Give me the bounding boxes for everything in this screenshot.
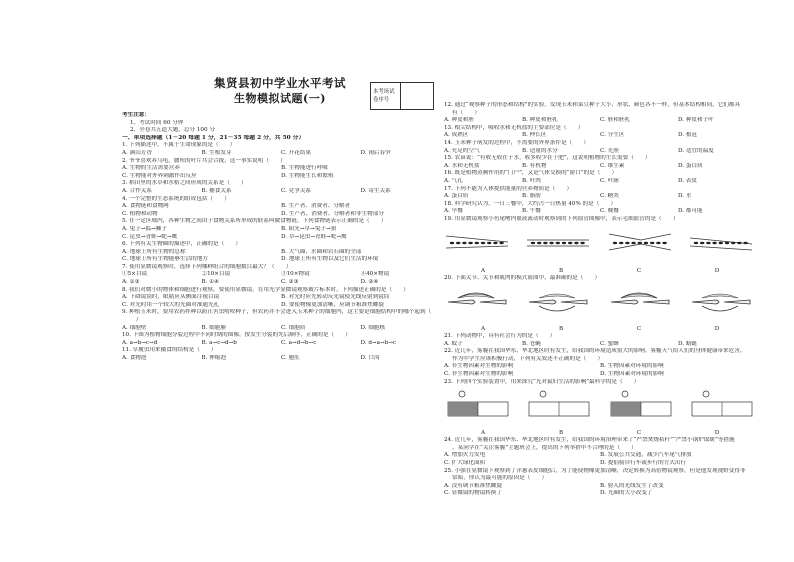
option: D. 生物能生长和繁殖 bbox=[281, 172, 334, 179]
figure-row bbox=[444, 388, 756, 428]
question-item bbox=[444, 140, 756, 155]
title-block bbox=[180, 76, 380, 106]
option: B. a→c→d→b bbox=[201, 339, 237, 346]
option-row bbox=[122, 203, 440, 211]
blood-cell-mark bbox=[700, 241, 704, 243]
question-item bbox=[122, 287, 440, 310]
option: D. 生物因素对环境的影响 bbox=[600, 371, 664, 378]
option: B. 生根发芽 bbox=[201, 149, 232, 156]
figure-panel bbox=[688, 388, 756, 422]
question-item bbox=[122, 158, 440, 181]
option: ④40×物镜 bbox=[360, 271, 390, 278]
option: B. 生物能进行呼吸 bbox=[281, 165, 328, 172]
option: D. 蛋白质 bbox=[678, 162, 703, 169]
option: A. 非生物因素对生物的影响 bbox=[444, 363, 514, 370]
figure-row bbox=[444, 284, 756, 324]
option: A. 合作关系 bbox=[122, 187, 152, 194]
figure-label: B bbox=[558, 267, 564, 274]
option: C. 蜜蜂 bbox=[600, 340, 619, 347]
question-item bbox=[122, 142, 440, 157]
question-item bbox=[122, 196, 440, 219]
blood-cell-mark bbox=[499, 241, 503, 243]
option: D. 种皮和子叶 bbox=[678, 117, 714, 124]
blood-cell-mark bbox=[612, 241, 616, 243]
option: A. 下降镜筒时，眼睛应从侧面注视目镜 bbox=[122, 294, 220, 301]
figure-panel bbox=[607, 284, 675, 318]
option: B. 苍蝇 bbox=[522, 340, 541, 347]
option: A. 蛋白质 bbox=[444, 193, 469, 200]
blood-cell-mark bbox=[462, 241, 466, 243]
blood-cell-mark bbox=[475, 241, 479, 243]
blood-cell-mark bbox=[575, 241, 579, 243]
blood-cell-mark bbox=[643, 241, 647, 243]
sun-icon bbox=[459, 391, 465, 397]
question-item bbox=[444, 348, 756, 378]
blood-cell-mark bbox=[725, 241, 729, 243]
option: B. 种皮和胚乳 bbox=[522, 117, 558, 124]
question-stem: 24. 近几年，雾霾在我国华东、华北地区时有发生，给我国的环境治理带来了“严禁焚烧秸秆”“严禁小锅炉取暖”等措施 bbox=[444, 437, 735, 444]
blood-cell-mark bbox=[743, 241, 747, 243]
option: A. 成熟区 bbox=[444, 132, 469, 139]
question-stem: 8. 我们对微小的物体和细胞进行观察，要使用显微镜。在用光学显微镜观察玻片标本时，下列描述正确的是（ ） bbox=[122, 286, 409, 293]
figure-labels bbox=[444, 268, 756, 275]
option: B. 细胞膜 bbox=[201, 324, 226, 331]
option-row bbox=[122, 165, 440, 173]
option-row bbox=[122, 211, 440, 219]
question-list-left bbox=[122, 142, 440, 362]
question-stem: 12. 通过“观察种子的形态和结构”的实验，发现玉米和菜豆种子大小、形状、颜色各不一样，但基本结构相同，它们都具 bbox=[444, 102, 741, 108]
option: D. 适宜的温度 bbox=[678, 147, 714, 154]
option: A. 气孔 bbox=[444, 177, 463, 184]
option-row bbox=[444, 452, 756, 460]
figure-label: C bbox=[636, 430, 642, 437]
blood-cell-mark bbox=[481, 241, 485, 243]
option-row bbox=[444, 483, 756, 491]
question-item bbox=[122, 347, 440, 362]
option-row bbox=[444, 341, 756, 349]
option: C. 胚和胚乳 bbox=[600, 117, 631, 124]
option: B. 阳光→草→兔子→狼 bbox=[281, 225, 337, 232]
question-stem: 18. 科学研究认为，一日三餐中，大约占一日热量 40% 的是（ ） bbox=[444, 200, 617, 207]
blood-cell-mark bbox=[562, 241, 566, 243]
option: C. 晚餐 bbox=[600, 208, 619, 215]
figure-row bbox=[444, 226, 756, 266]
option: A. 食物泡 bbox=[122, 355, 147, 361]
option-row bbox=[122, 188, 440, 196]
option: C. 开花结果 bbox=[281, 149, 312, 156]
question-item bbox=[444, 155, 756, 170]
figure-label: C bbox=[636, 326, 642, 333]
notice-item: 1、考试时间 60 分钟 bbox=[130, 119, 184, 126]
option-row bbox=[122, 325, 440, 333]
option: A. 地球上所有生物的总称 bbox=[122, 248, 186, 255]
section-heading: 一、单项选择题（1－20 每题 1 分，21－35 每题 2 分，共 50 分） bbox=[122, 134, 305, 141]
figure-label: A bbox=[480, 326, 486, 333]
option: D. 蜻蜓 bbox=[678, 340, 698, 347]
option: B. 生产者、消费者、分解者 bbox=[281, 203, 351, 210]
option: C. 植物和动物 bbox=[122, 210, 158, 217]
question-item bbox=[444, 379, 756, 438]
option-row bbox=[122, 279, 440, 287]
option-row bbox=[444, 148, 756, 156]
option: D. 水 bbox=[678, 193, 692, 200]
option: A. 水和无机盐 bbox=[444, 162, 480, 169]
figure-label: B bbox=[558, 430, 564, 437]
question-item bbox=[122, 279, 440, 287]
figure-panel bbox=[444, 284, 512, 318]
option: D. 雨后春笋 bbox=[360, 149, 391, 156]
option: D. 根冠 bbox=[678, 132, 698, 139]
option: B. ①④ bbox=[201, 279, 220, 286]
option-row bbox=[444, 193, 756, 201]
question-stem: 13. 根尖结构中，吸收水和无机盐的主要部位是（ ） bbox=[444, 124, 584, 131]
exam-title: 集贤县初中学业水平考试 bbox=[214, 76, 346, 90]
option: C. 昆虫→青蛙→蛇→鹰 bbox=[122, 233, 178, 240]
blood-cell-mark bbox=[456, 241, 460, 243]
option: B. 大气圈、水圈和岩石圈的全部 bbox=[281, 248, 362, 255]
question-stem: 21. 下列动物中，具有社会行为的是（ ） bbox=[444, 333, 556, 340]
option: D. 草→昆虫→青蛙→蛇→鹰 bbox=[281, 233, 347, 240]
question-stem: ） bbox=[130, 317, 142, 324]
blood-cell-mark bbox=[468, 241, 472, 243]
question-item bbox=[122, 332, 440, 347]
option: A. 蚊子 bbox=[444, 340, 463, 347]
option: D. 口沟 bbox=[360, 355, 380, 361]
figure-panel bbox=[525, 226, 593, 260]
question-item bbox=[444, 216, 756, 275]
option: A. 食物链和食物网 bbox=[122, 203, 169, 210]
option-row bbox=[122, 355, 440, 363]
question-stem: 常暗，你认为最可能的原因是（ ） bbox=[452, 475, 548, 482]
option: B. 生物因素对环境的影响 bbox=[600, 363, 664, 370]
option-row bbox=[444, 490, 756, 498]
sun-icon bbox=[622, 391, 628, 397]
figure-panel bbox=[607, 388, 675, 422]
figure-label: A bbox=[480, 267, 486, 274]
option: A. 没有调节粗准焦螺旋 bbox=[444, 482, 502, 489]
option-row bbox=[444, 163, 756, 171]
sun-icon bbox=[540, 391, 546, 397]
option-row bbox=[122, 150, 440, 158]
option-row bbox=[444, 363, 756, 371]
option: B. 叶肉 bbox=[522, 177, 541, 184]
option: D. 表皮 bbox=[678, 177, 698, 184]
option: C. ②③ bbox=[281, 279, 299, 286]
left-column bbox=[122, 112, 440, 363]
option: B. 对光时应先转动反光镜使光线反射到镜筒 bbox=[281, 294, 390, 301]
figure-label: C bbox=[636, 267, 642, 274]
figure-panel bbox=[444, 388, 512, 422]
blood-cell-mark bbox=[581, 241, 585, 243]
option: A. a→b→c→d bbox=[122, 339, 158, 346]
question-stem: 5. 在一定区域内，各种生物之间由于食物关系所形成的联系叫做食物链。下列食物链表示正确的是（ ） bbox=[122, 218, 387, 225]
option: A. 细胞壁 bbox=[122, 324, 147, 331]
option-row bbox=[444, 117, 756, 125]
blood-cell-mark bbox=[731, 241, 735, 243]
option-row bbox=[444, 132, 756, 140]
option: B. 发展公共交通，减少汽车尾气排放 bbox=[600, 452, 692, 459]
figure-panel bbox=[525, 388, 593, 422]
option: C. 竞争关系 bbox=[281, 187, 312, 194]
option-row bbox=[444, 371, 756, 379]
option: ③10×物镜 bbox=[281, 271, 310, 278]
option: D. ②④ bbox=[360, 279, 379, 286]
question-stem: 23. 下列四个实验装置中，用来探究“光对鼠妇生活的影响”最科学的是（ ） bbox=[444, 378, 640, 385]
question-stem: 16. 既是植物蒸腾作用的“门户”，又是气体交换的“窗口”的是（ ） bbox=[444, 170, 618, 177]
question-stem: 11. 草履虫用来摄食的结构是（ ） bbox=[122, 347, 217, 354]
question-item bbox=[122, 309, 440, 332]
question-stem: 25. 小强在显微镜下观察到了洋葱表皮细胞后，为了能使物像更加清晰，决定转换为高倍物镜观察，但是他发现视野变得非 bbox=[444, 467, 746, 474]
option-row bbox=[444, 208, 756, 216]
option-row bbox=[444, 178, 756, 186]
option: B. 伸长区 bbox=[522, 132, 547, 139]
blood-cell-mark bbox=[619, 241, 623, 243]
figure-panel bbox=[444, 226, 512, 260]
option: C. 显微镜的物镜转换了 bbox=[444, 490, 502, 497]
option: A. 生物的生活需要营养 bbox=[122, 165, 180, 172]
question-stem: 19. 用显微镜观察小鱼尾鳍内血液流动时观察到的下列血管图像中，表示毛细血管的是（ ） bbox=[444, 215, 679, 222]
question-stem: 15. 农谚说：“有收无收在于水，收多收少在于肥”，这说明植物的生长需要（ ） bbox=[444, 155, 651, 162]
option: ①5×目镜 bbox=[122, 271, 148, 278]
option-row bbox=[122, 340, 440, 348]
blood-cell-mark bbox=[631, 241, 635, 243]
option: C. 维生素 bbox=[600, 162, 625, 169]
figure-panel bbox=[607, 226, 675, 260]
option-row bbox=[122, 302, 440, 310]
option: D. 细胞核 bbox=[360, 324, 386, 331]
option: A. 充足的空气 bbox=[444, 147, 480, 154]
blood-cell-mark bbox=[712, 241, 716, 243]
option: C. 非生物因素对生物的影响 bbox=[444, 371, 514, 378]
question-stem: 9. 种植玉米时，要用农药拌种以防止害虫啃咬种子，但农药并不会进入玉米种子的细胞内，这主要是细胞结构中的哪个起到（ bbox=[122, 309, 437, 316]
question-item bbox=[122, 218, 440, 241]
option: C. 胞肛 bbox=[281, 355, 300, 361]
question-stem: 1. 下列描述中，不属于生命现象的是（ ） bbox=[122, 142, 236, 149]
sun-icon bbox=[703, 391, 709, 397]
option-row bbox=[122, 226, 440, 234]
option-row bbox=[122, 249, 440, 257]
question-stem: 。某同学在“关注雾霾”主题班会上，提出的下列举措中不合理的是（ ） bbox=[452, 444, 637, 451]
blood-cell-mark bbox=[694, 241, 698, 243]
option: D. 光圈的大小改变了 bbox=[600, 490, 653, 497]
option: D. 地球上所有生物以及它们生活的环境 bbox=[281, 256, 379, 263]
question-item bbox=[444, 437, 756, 467]
option: C. 叶脉 bbox=[600, 177, 619, 184]
blood-cell-mark bbox=[719, 241, 723, 243]
question-item bbox=[444, 102, 756, 125]
question-item bbox=[444, 333, 756, 348]
blood-cell-mark bbox=[568, 241, 572, 243]
option: B. 捕食关系 bbox=[201, 187, 232, 194]
question-stem: 7. 使用显微镜观察时，选择下列哪种组合的细胞数目最大？（ ） bbox=[122, 263, 292, 270]
option: B. 适量的水分 bbox=[522, 147, 558, 154]
blood-cell-mark bbox=[656, 241, 660, 243]
option: C. 扩大绿化面积 bbox=[444, 460, 486, 467]
question-stem: 10. 下图为植物细胞分裂过程中不同时期的图像，按发生分裂的先后顺序，正确的是（ ） bbox=[122, 332, 351, 339]
figure-label: A bbox=[480, 430, 486, 437]
question-item bbox=[444, 186, 756, 201]
option: A. 增加火力发电 bbox=[444, 452, 486, 459]
question-stem: 22. 近几年，雾霾在我国华东、华北地区时有发生，给我国的环境造成很大的影响。雾霾天气给人们的身体健康带来危害， bbox=[444, 348, 746, 355]
option: D. 寄生关系 bbox=[360, 187, 391, 194]
blood-cell-mark bbox=[450, 241, 454, 243]
figure-panel bbox=[688, 226, 756, 260]
option-row bbox=[122, 234, 440, 242]
option-row bbox=[122, 173, 440, 181]
option: D. d→a→b→c bbox=[360, 339, 397, 346]
notice-heading: 考生注意： bbox=[122, 112, 150, 118]
blood-cell-mark bbox=[537, 241, 541, 243]
blood-cell-mark bbox=[650, 241, 654, 243]
question-stem: 2. 爷爷喜欢养乌龟，腰所的叶片共会合拢，这一事实说明（ ） bbox=[122, 157, 286, 164]
option: C. 地球上所有生物能够生活的地方 bbox=[122, 256, 208, 263]
figure-panel bbox=[525, 284, 593, 318]
notice-item: 2、全卷共五道大题，总分 100 分 bbox=[130, 127, 215, 134]
question-stem: 17. 下列不能为人体提供能量的营养物质是（ ） bbox=[444, 185, 573, 192]
option-row bbox=[122, 294, 440, 302]
blood-cell-mark bbox=[493, 241, 497, 243]
question-item bbox=[444, 125, 756, 140]
blood-cell-mark bbox=[737, 241, 741, 243]
option: B. 有机物 bbox=[522, 162, 547, 169]
blood-cell-mark bbox=[662, 241, 666, 243]
right-column bbox=[444, 102, 756, 498]
question-item bbox=[122, 264, 440, 279]
option: D. 都可能 bbox=[678, 208, 703, 215]
option: A. 满山芳香 bbox=[122, 149, 152, 156]
question-item bbox=[444, 201, 756, 216]
option: D. 生产者、消费者、分解者和非生物部分 bbox=[281, 210, 384, 217]
question-stem: 14. 玉米种子萌发的过程中，不需要的外界条件是（ ） bbox=[444, 139, 589, 146]
option: A. 兔子→狐→狮子 bbox=[122, 225, 167, 232]
question-stem: 6. 下列有关生物圈的描述中，正确的是（ ） bbox=[122, 241, 241, 248]
figure-label: B bbox=[558, 326, 564, 333]
blood-cell-mark bbox=[544, 241, 548, 243]
option: C. 糖类 bbox=[600, 193, 619, 200]
figure-label: D bbox=[714, 267, 720, 274]
option: C. 光照 bbox=[600, 147, 619, 154]
question-stem: 4. 一个完整的生态系统的组成包括（ ） bbox=[122, 195, 230, 202]
question-stem: 有（ ） bbox=[452, 109, 480, 116]
blood-cell-mark bbox=[556, 241, 560, 243]
option: D. 要使物像更加清晰，应调节粗准焦螺旋 bbox=[281, 301, 384, 308]
figure-panel bbox=[688, 284, 756, 318]
blood-cell-mark bbox=[625, 241, 629, 243]
question-item bbox=[444, 468, 756, 498]
option: D. 提倡骑自行车或步行的方式出行 bbox=[600, 460, 687, 467]
question-list-right bbox=[444, 102, 756, 498]
question-item bbox=[122, 180, 440, 195]
exam-subtitle: 生物模拟试题(一) bbox=[234, 92, 326, 105]
blood-cell-mark bbox=[487, 241, 491, 243]
option-row bbox=[444, 460, 756, 468]
question-stem: 3. 稻田里的水草和水稻之间形成的关系是（ ） bbox=[122, 180, 247, 187]
option: A. 种皮和胚 bbox=[444, 117, 474, 124]
option-row bbox=[122, 271, 440, 279]
option: C. 对光时用一个较大的光圈对准通光孔 bbox=[122, 301, 220, 308]
option: C. a→d→b→c bbox=[281, 339, 317, 346]
seat-number-label: 本考场试卷序号 bbox=[371, 83, 401, 109]
option: B. 脂肪 bbox=[522, 193, 541, 200]
option: ②10×目镜 bbox=[201, 271, 231, 278]
option-row bbox=[122, 256, 440, 264]
option: B. 射入的光线发生了改变 bbox=[600, 482, 664, 489]
blood-cell-mark bbox=[531, 241, 535, 243]
blood-cell-mark bbox=[706, 241, 710, 243]
option: A. 早餐 bbox=[444, 208, 463, 215]
option: C. 细胞质 bbox=[281, 324, 306, 331]
figure-label: D bbox=[714, 326, 720, 333]
option: C. 生物能对外界刺激作出反应 bbox=[122, 172, 197, 179]
question-item bbox=[444, 170, 756, 185]
question-stem: 作为中学生应该积极行动，下列有关叙述不正确的是（ ） bbox=[452, 355, 604, 362]
blood-cell-mark bbox=[550, 241, 554, 243]
blood-cell-mark bbox=[637, 241, 641, 243]
figure-labels bbox=[444, 326, 756, 333]
question-stem: 20. 下面关节、关节和肌肉的模式简图中，最准确的是（ ） bbox=[444, 274, 601, 281]
question-item bbox=[122, 241, 440, 264]
option: B. 伸缩泡 bbox=[201, 355, 226, 361]
option: C. 分生区 bbox=[600, 132, 625, 139]
option: B. 午餐 bbox=[522, 208, 541, 215]
figure-label: D bbox=[714, 430, 720, 437]
figure-labels bbox=[444, 430, 756, 437]
option: A. ①③ bbox=[122, 279, 140, 286]
seat-number-box bbox=[370, 82, 434, 110]
question-item bbox=[444, 275, 756, 334]
